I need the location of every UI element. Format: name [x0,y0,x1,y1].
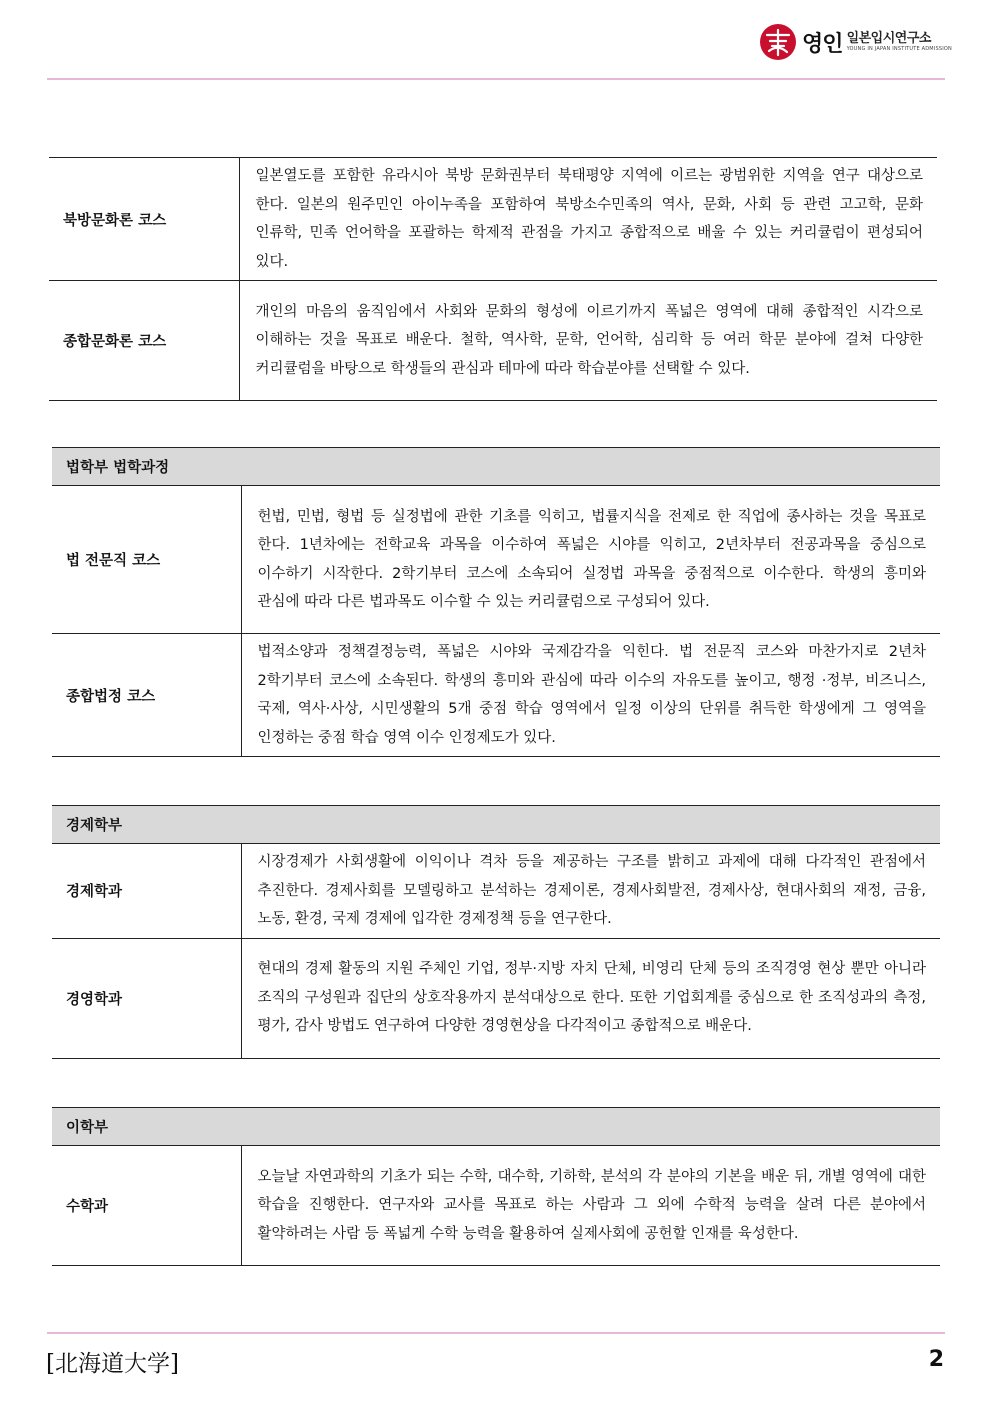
table-row [52,1146,940,1266]
institute-logo [758,20,952,64]
table-row [49,281,937,401]
course-description: 오늘날 자연과학의 기초가 되는 수학, 대수학, 기하학, 분석의 각 분야의 기본을 배운 뒤, 개별 영역에 대한 학습을 진행한다. 연구자와 교사를 목표로 하는 사람과 그 외에 수학적 능력을 살려 다른 분야에서 활약하려는 사람 등 폭넓게 수학 능력을 활용하여 실제사회에 공헌할 인재를 육성한다. [241,1146,940,1266]
course-name: 경영학과 [52,938,241,1058]
course-name: 법 전문직 코스 [52,486,241,634]
course-name: 경제학과 [52,844,241,939]
logo-english: YOUNG IN JAPAN INSTITUTE ADMISSION [846,46,952,52]
course-table-economics [52,805,940,1059]
course-description: 일본열도를 포함한 유라시아 북방 문화권부터 북태평양 지역에 이르는 광범위한 지역을 연구 대상으로 한다. 일본의 원주민인 아이누족을 포함하여 북방소수민족의 역사, 문화, 사회 등 관련 고고학, 문화 인류학, 민족 언어학을 포괄하는 학제적 관점을 가지고 종합적으로 배울 수 있는 커리큘럼이 편성되어 있다. [239,158,937,281]
table-row [49,158,937,281]
faculty-title: 이학부 [52,1108,940,1146]
course-name: 종합문화론 코스 [49,281,239,401]
faculty-title: 경제학부 [52,806,940,844]
table-header-row [52,806,940,844]
course-description: 헌법, 민법, 형법 등 실정법에 관한 기초를 익히고, 법률지식을 전제로 한 직업에 종사하는 것을 목표로 한다. 1년차에는 전학교육 과목을 이수하여 폭넓은 시야를 익히고, 2년차부터 전공과목을 중심으로 이수하기 시작한다. 2학기부터 코스에 소속되어 실정법 과목을 중점적으로 이수한다. 학생의 흥미와 관심에 따라 다른 법과목도 이수할 수 있는 커리큘럼으로 구성되어 있다. [241,486,940,634]
footer-divider [47,1332,945,1334]
table-row [52,844,940,939]
page-header [0,0,992,82]
table-row [52,634,940,757]
page-number: 2 [928,1347,944,1372]
table-row [52,938,940,1058]
course-name: 종합법정 코스 [52,634,241,757]
table-header-row [52,1108,940,1146]
logo-name: 영인 [802,31,843,57]
course-name: 수학과 [52,1146,241,1266]
course-name: 북방문화론 코스 [49,158,239,281]
header-divider [47,78,945,80]
table-header-row [52,448,940,486]
course-table-law [52,447,940,757]
faculty-title: 법학부 법학과정 [52,448,940,486]
footer-university: [北海道大学] [46,1351,179,1377]
course-table-1 [49,157,937,401]
course-description: 법적소양과 정책결정능력, 폭넓은 시야와 국제감각을 익힌다. 법 전문직 코스와 마찬가지로 2년차 2학기부터 코스에 소속된다. 학생의 흥미와 관심에 따라 이수의 자유도를 높이고, 행정 ·정부, 비즈니스, 국제, 역사·사상, 시민생활의 5개 중점 학습 영역에서 일정 이상의 단위를 취득한 학생에게 그 영역을 인정하는 중점 학습 영역 이수 인정제도가 있다. [241,634,940,757]
course-table-science [52,1107,940,1266]
table-row [52,486,940,634]
course-description: 현대의 경제 활동의 지원 주체인 기업, 정부·지방 자치 단체, 비영리 단체 등의 조직경영 현상 뿐만 아니라 조직의 구성원과 집단의 상호작용까지 분석대상으로 한다. 또한 기업회계를 중심으로 한 조직성과의 측정, 평가, 감사 방법도 연구하여 다양한 경영현상을 다각적이고 종합적으로 배운다. [241,938,940,1058]
course-description: 시장경제가 사회생활에 이익이나 격차 등을 제공하는 구조를 밝히고 과제에 대해 다각적인 관점에서 추진한다. 경제사회를 모델링하고 분석하는 경제이론, 경제사회발전, 경제사상, 현대사회의 재정, 금융, 노동, 환경, 국제 경제에 입각한 경제정책 등을 연구한다. [241,844,940,939]
logo-subtitle: 일본입시연구소 [846,31,931,46]
course-description: 개인의 마음의 움직임에서 사회와 문화의 형성에 이르기까지 폭넓은 영역에 대해 종합적인 시각으로 이해하는 것을 목표로 배운다. 철학, 역사학, 문학, 언어학, 심리학 등 여러 학문 분야에 걸쳐 다양한 커리큘럼을 바탕으로 학생들의 관심과 테마에 따라 학습분야를 선택할 수 있다. [239,281,937,401]
logo-seal-icon [758,22,798,62]
